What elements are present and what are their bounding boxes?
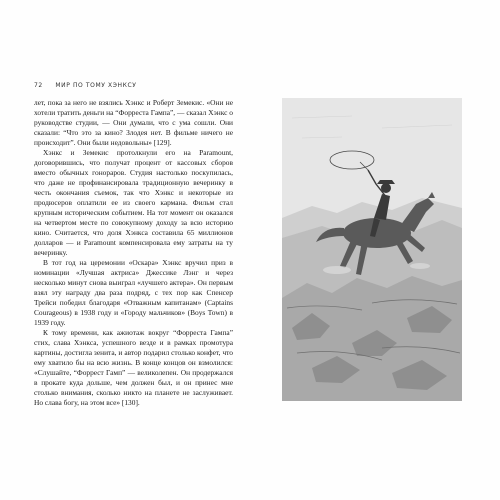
- paragraph: Хэнкс и Земекис протолкнули его на Paramount, договорившись, что получат процент от кассовых сборов вместо обычных гонораров. Студия настолько поскупилась, что даже не профинансировала традиционную вечеринку в честь окончания съемок, так что Хэнкс и некоторые из продюсеров оплатили ее из своего кармана. Фильм стал крупным историческим событием. На тот момент он оказался на четвертом месте по совокупному доходу за всю историю кино. Считается, что доля Хэнкса составила 65 миллионов долларов — и Paramount компенсировала ему затраты на ту вечеринку.: [34, 148, 233, 257]
- text-column: [34, 98, 233, 408]
- book-title: МИР ПО ТОМУ ХЭНКСУ: [55, 82, 137, 89]
- cowboy-on-horse-illustration: [282, 98, 462, 401]
- page-number: 72: [34, 82, 43, 89]
- paragraph: В тот год на церемонии «Оскара» Хэнкс вручил приз в номинации «Лучшая актриса» Джессике Лэнг и через несколько минут снова выиграл «лучшего актера». Он первым взял эту награду два раза подряд, с тех пор как Спенсер Трейси победил благодаря «Отважным капитанам» (Captains Courageous) в 1938 году и «Городу мальчиков» (Boys Town) в 1939 году.: [34, 258, 233, 327]
- paragraph: К тому времени, как ажиотаж вокруг “Форреста Гампа” стих, слава Хэнкса, успешного везде и в рамках промотура картины, достигла зенита, и автор подарил столько конфет, что ему хватило бы на всю жизнь. В конце концов он взмолился: «Слушайте, “Форрест Гамп” — великолепен. Он продержался в прокате куда дольше, чем должен был, и он принес мне столько внимания, сколько никто на планете не заслуживает. Но слава богу, на этом все» [130].: [34, 328, 233, 407]
- running-head: [34, 82, 137, 89]
- paragraph: лет, пока за него не взялись Хэнкс и Роберт Земекис. «Они не хотели тратить деньги на “Форреста Гампа”, — сказал Хэнкс о руководстве студии, — Они думали, что с ума сошли. Они сказали: “Что это за кино? Злодея нет. В фильме ничего не происходит”. Они были недовольны» [129].: [34, 98, 233, 147]
